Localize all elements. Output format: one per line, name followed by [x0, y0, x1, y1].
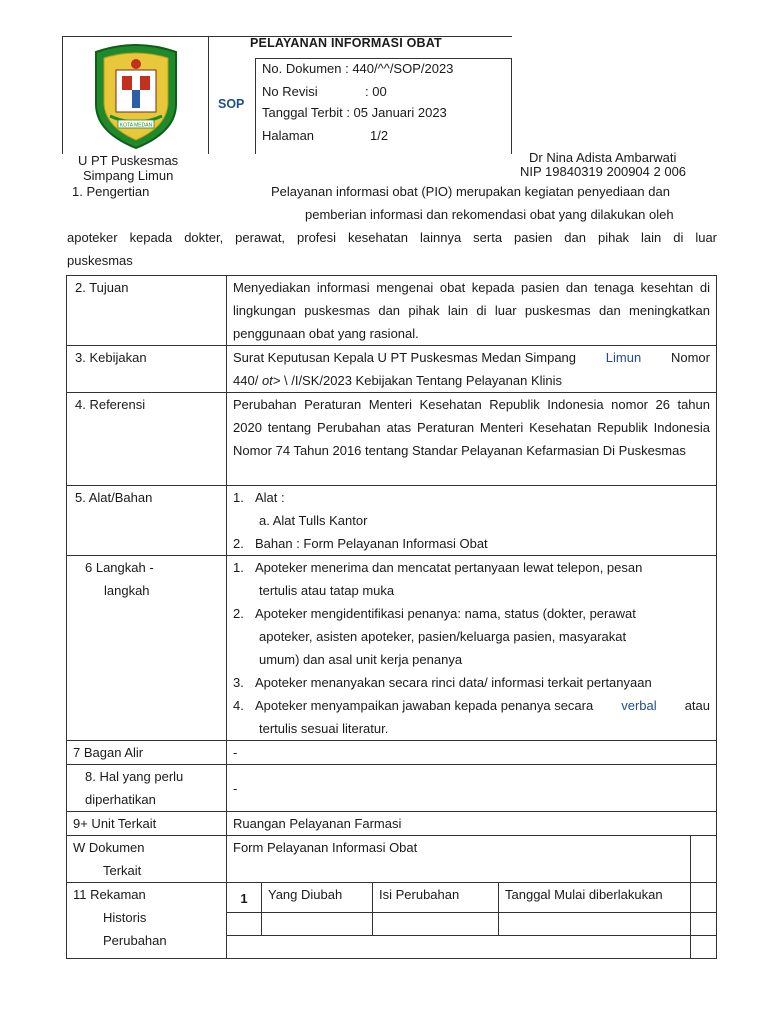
pengertian-line2: pemberian informasi dan rekomendasi obat yang dilakukan oleh	[305, 207, 674, 222]
step-4-verbal: verbal	[621, 698, 657, 713]
org-name-line1: U PT Puskesmas	[78, 153, 179, 168]
puskesmas-logo	[88, 42, 184, 155]
tujuan-text: Menyediakan informasi mengenai obat kepada pasien dan tenaga kesehtan di lingkungan puskesmas dan pihak lain di luar puskesmas dan meningkatkan penggunaan obat yang rasional.	[227, 276, 717, 346]
dokumen-label-1: W Dokumen	[73, 840, 145, 855]
kebijakan-text-b: Limun	[605, 350, 642, 365]
referensi-text: Perubahan Peraturan Menteri Kesehatan Republik Indonesia nomor 26 tahun 2020 tentang Perubahan atas Peraturan Menteri Kesehatan Republik Indonesia Nomor 74 Tahun 2016 tentang Standar Pelayanan Kefarmasian Di Puskesmas	[227, 393, 717, 486]
history-col-isi: Isi Perubahan	[373, 883, 499, 913]
org-name-line2: Simpang Limun	[83, 168, 174, 183]
history-col-yang-diubah: Yang Diubah	[262, 883, 373, 913]
signer-nip: NIP 19840319 200904 2 006	[520, 164, 687, 179]
rekaman-label-3: Perubahan	[103, 933, 167, 948]
doc-number: No. Dokumen : 440/^^/SOP/2023	[262, 61, 454, 76]
row-langkah	[67, 556, 717, 741]
signer-name: Dr Nina Adista Ambarwati	[529, 150, 677, 165]
alat-num-1: 1.	[233, 490, 244, 505]
step-1b: tertulis atau tatap muka	[259, 583, 395, 598]
row-bagan-alir	[67, 741, 717, 765]
kebijakan-text-e: ot>	[261, 373, 281, 388]
history-cell	[262, 913, 373, 936]
step-4a: Apoteker menyampaikan jawaban kepada penanya secara	[255, 698, 594, 713]
history-cell	[691, 913, 717, 936]
pengertian-line4: puskesmas	[67, 253, 133, 268]
tujuan-label: 2. Tujuan	[67, 276, 227, 346]
history-header-row	[227, 883, 716, 913]
kebijakan-text-f: \ /I/SK/2023 Kebijakan Tentang Pelayanan Klinis	[284, 373, 563, 388]
referensi-label: 4. Referensi	[67, 393, 227, 486]
history-cell	[227, 936, 691, 959]
step-4-num: 4.	[233, 698, 244, 713]
alat-label: 5. Alat/Bahan	[67, 486, 227, 556]
kebijakan-text-a: Surat Keputusan Kepala U PT Puskesmas Medan Simpang	[233, 350, 577, 365]
page-value: 1/2	[370, 128, 389, 143]
bagan-value: -	[227, 741, 717, 765]
langkah-label-1: 6 Langkah -	[85, 560, 154, 575]
hal-label-1: 8. Hal yang perlu	[85, 769, 184, 784]
step-1-num: 1.	[233, 560, 244, 575]
alat-item-1a: a. Alat Tulls Kantor	[259, 513, 368, 528]
row-unit-terkait	[67, 812, 717, 836]
step-2b: apoteker, asisten apoteker, pasien/keluarga pasien, masyarakat	[259, 629, 627, 644]
alat-item-2: Bahan : Form Pelayanan Informasi Obat	[255, 536, 488, 551]
step-4b: tertulis sesuai literatur.	[259, 721, 389, 736]
history-cell	[373, 913, 499, 936]
dokumen-label-2: Terkait	[103, 863, 142, 878]
step-4-line	[255, 694, 710, 717]
history-empty-row-2	[227, 936, 716, 959]
sop-label: SOP	[218, 97, 245, 111]
step-3: Apoteker menanyakan secara rinci data/ informasi terkait pertanyaan	[255, 675, 652, 690]
sop-table	[66, 275, 717, 959]
header-divider-2	[255, 58, 256, 154]
history-cell	[227, 913, 262, 936]
row-rekaman	[67, 883, 717, 959]
row-kebijakan	[67, 346, 717, 393]
alat-content	[227, 486, 717, 556]
pengertian-line3: apoteker kepada dokter, perawat, profesi kesehatan lainnya serta pasien dan pihak lain di luar	[67, 230, 717, 245]
unit-label: 9+ Unit Terkait	[67, 812, 227, 836]
history-col-extra	[691, 883, 717, 913]
row-tujuan	[67, 276, 717, 346]
document-title: PELAYANAN INFORMASI OBAT	[250, 36, 442, 50]
hal-label-2: diperhatikan	[85, 792, 156, 807]
page-label: Halaman	[262, 128, 315, 143]
kebijakan-text	[227, 346, 717, 393]
history-col-no: 1	[227, 883, 262, 913]
rekaman-cell	[227, 883, 717, 959]
row-dokumen-terkait	[67, 836, 717, 883]
history-col-tanggal: Tanggal Mulai diberlakukan	[499, 883, 691, 913]
step-3-num: 3.	[233, 675, 244, 690]
langkah-label	[67, 556, 227, 741]
rekaman-label-2: Historis	[103, 910, 147, 925]
step-4c: atau	[684, 698, 710, 713]
issue-date: Tanggal Terbit : 05 Januari 2023	[262, 105, 447, 120]
revision-label: No Revisi	[262, 84, 318, 99]
unit-value: Ruangan Pelayanan Farmasi	[227, 812, 717, 836]
history-cell	[499, 913, 691, 936]
langkah-content	[227, 556, 717, 741]
alat-item-1: Alat :	[255, 490, 285, 505]
dokumen-label	[67, 836, 227, 883]
history-cell	[691, 936, 717, 959]
kebijakan-text-d: 440/	[233, 373, 259, 388]
history-table	[227, 883, 716, 958]
bagan-label: 7 Bagan Alir	[67, 741, 227, 765]
rekaman-label	[67, 883, 227, 959]
pengertian-line1: Pelayanan informasi obat (PIO) merupakan kegiatan penyediaan dan	[271, 184, 670, 199]
step-2-num: 2.	[233, 606, 244, 621]
dokumen-cell	[227, 836, 717, 883]
svg-text:KOTA MEDAN: KOTA MEDAN	[119, 122, 153, 129]
step-2: Apoteker mengidentifikasi penanya: nama, status (dokter, perawat	[255, 606, 636, 621]
history-empty-row	[227, 913, 716, 936]
header-info-right	[511, 58, 512, 154]
row-hal-perlu	[67, 765, 717, 812]
header-info-top	[255, 58, 512, 59]
alat-num-2: 2.	[233, 536, 244, 551]
hal-label	[67, 765, 227, 812]
step-2c: umum) dan asal unit kerja penanya	[259, 652, 463, 667]
row-alat-bahan	[67, 486, 717, 556]
langkah-label-2: langkah	[104, 583, 150, 598]
kebijakan-label: 3. Kebijakan	[67, 346, 227, 393]
dokumen-value: Form Pelayanan Informasi Obat	[227, 836, 691, 882]
dokumen-empty-cell	[691, 836, 716, 882]
pengertian-label: 1. Pengertian	[72, 184, 150, 199]
kebijakan-text-c: Nomor	[670, 350, 710, 365]
header-left-border	[62, 36, 63, 154]
step-1: Apoteker menerima dan mencatat pertanyaan lewat telepon, pesan	[255, 560, 643, 575]
hal-value: -	[227, 765, 717, 812]
row-referensi	[67, 393, 717, 486]
revision-value: : 00	[365, 84, 387, 99]
rekaman-label-1: 11 Rekaman	[73, 887, 146, 902]
header-divider-1	[208, 36, 209, 154]
